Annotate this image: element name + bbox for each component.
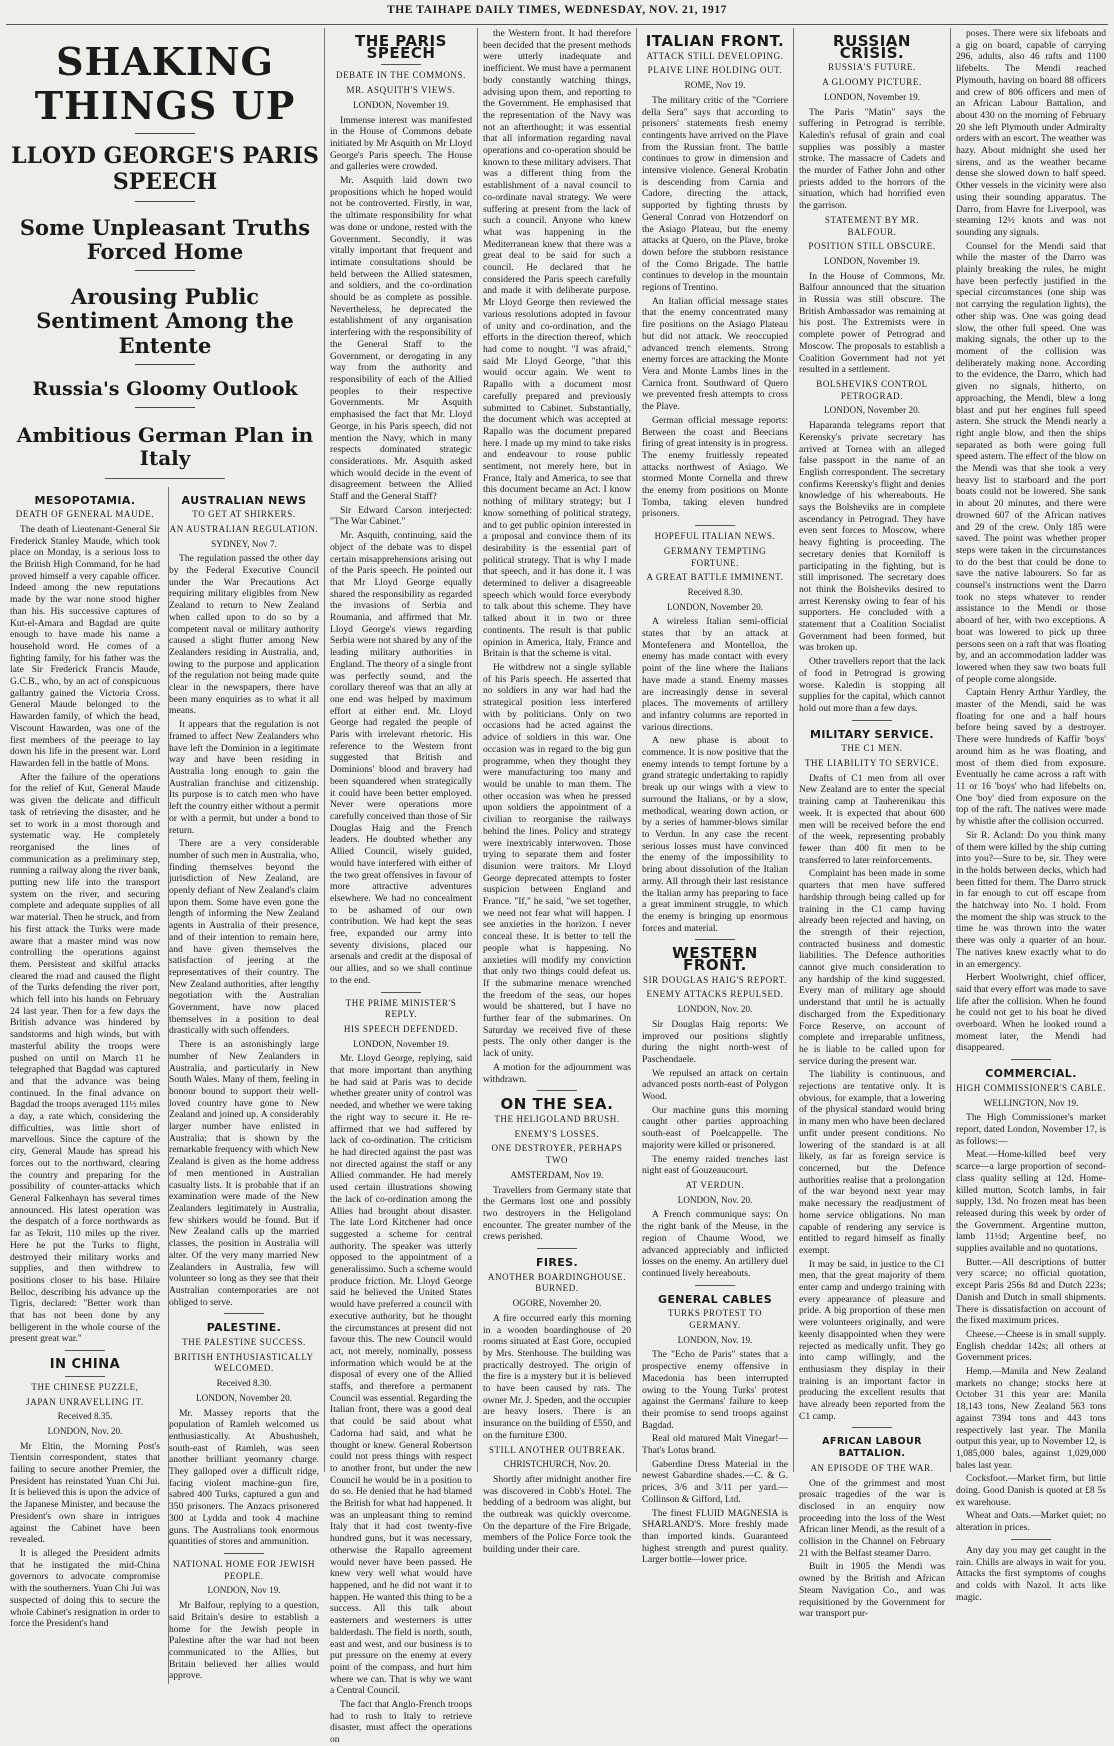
dateline: LONDON, November 20. — [196, 1392, 292, 1403]
subhead: AT VERDUN. — [685, 1179, 745, 1190]
subhead: THE HELIGOLAND BRUSH. — [494, 1113, 620, 1124]
headline: RUSSIAN CRISIS. — [833, 32, 911, 62]
paragraph: Immense interest was manifested in the House of Commons debate initiated by Mr Asquith on Mr Lloyd George's Paris speech. The House and galleries were crowded. — [330, 114, 472, 173]
paragraph: A fire occurred early this morning in a wooden boardinghouse of 20 rooms situated at East Gore, occupied by Mrs. Stenhouse. The building was practically destroyed. The origin of the fire is a mystery but it is believed to have been caused by rats. The owner Mr. J. Speden, and the occupier are heavy losers. There is an insurance on the building of £550, and on the furniture £300. — [483, 1312, 631, 1441]
subhead: HIS SPEECH DEFENDED. — [343, 1023, 459, 1034]
paragraph: Wheat and Oats.—Market quiet; no alteration in prices. — [956, 1510, 1106, 1534]
divider — [852, 1427, 892, 1428]
paragraph: poses. There were six lifeboats and a gig on board, capable of carrying 296, adults, also 46 rafts and 1100 lifebelts. The Mendi reached Plymouth, having on board 88 officers and crew of 806 officers and men of an African Labour Battalion, and about 430 on the morning of February 20 she left Plymouth under Admiralty orders with an escort. The weather was hazy. About midnight she used her sirens, and as the weather became dense she slowed down to half speed. Other vessels in the vicinity were also using their sounding apparatus. The Darro, from Havre for Liverpool, was steaming 12½ knots and was not sounding any signals. — [956, 28, 1106, 238]
headline-6: Ambitious German Plan in Italy — [16, 422, 314, 470]
subhead: HOPEFUL ITALIAN NEWS. — [654, 531, 776, 542]
column-rule — [636, 28, 637, 1472]
column-1 — [10, 28, 320, 1682]
subhead: A GREAT BATTLE IMMINENT. — [646, 572, 784, 583]
section-title: MESOPOTAMIA. — [34, 493, 136, 507]
column-rule — [950, 28, 951, 1472]
subhead: TURKS PROTEST TO GERMANY. — [667, 1308, 763, 1331]
subhead: THE PRIME MINISTER'S REPLY. — [345, 997, 457, 1020]
subhead: MR. ASQUITH'S VIEWS. — [346, 85, 456, 96]
paragraph: Complaint has been made in some quarters that men have suffered hardship through being called up for training in the C1 camp having already been rejected and having, on the strength of their rejection, contracted business and domestic liabilities. The Defence authorities cannot give much consideration to any hardship of the kind suggested. Every man of military age should understand that until he is actually discharged from the Expeditionary Force Reserve, on account of complete and irreparable unfitness, he is liable to be called upon for service during the present war. — [799, 868, 945, 1067]
subhead: ENEMY'S LOSSES. — [514, 1128, 600, 1139]
section-title: AFRICAN LABOUR BATTALION. — [822, 1436, 922, 1460]
subhead: THE LIABILITY TO SERVICE. — [804, 758, 940, 769]
column-rule — [793, 28, 794, 1472]
paragraph: Sir Douglas Haig reports: We improved our positions slightly during the night north-west of Paschendaele. — [642, 1018, 788, 1065]
received-line: Received 8.35. — [57, 1411, 113, 1422]
paragraph: Other travellers report that the lack of food in Petrograd is growing worse. Kaledin is stopping all supplies for the capital, which cannot hold out more than a few days. — [799, 656, 945, 714]
paragraph: Drafts of C1 men from all over New Zealand are to enter the special training camp at Tauherenikau this week. It is expected that about 600 men will be received before the end of the week, representing probably fewer than 400 fit men to be transferred to later reinforcements. — [799, 772, 945, 866]
section-title: AUSTRALIAN NEWS — [181, 493, 307, 507]
dateline: ROME, Nov 19. — [684, 80, 746, 91]
subhead: SIR DOUGLAS HAIG'S REPORT. — [642, 974, 788, 985]
advertisement: Any day you may get caught in the rain. Chills are always in wait for you. Attacks the first symptoms of coughs and colds with Nazol. It acts like magic. — [956, 1544, 1106, 1603]
subhead: GERMANY TEMPTING FORTUNE. — [663, 545, 767, 568]
subhead: POSITION STILL OBSCURE. — [808, 241, 936, 252]
dateline: WELLINGTON, Nov 19. — [983, 1097, 1079, 1108]
section-title: GENERAL CABLES — [657, 1292, 773, 1306]
paragraph: The enemy raided trenches last night east of Gouzeaucourt. — [642, 1153, 788, 1177]
paragraph: Meat.—Home-killed beef very scarce—a large proportion of second-class quality selling at 12d. Home-killed mutton, Scotch lambs, in fair supply, 13d. No frozen meat has been released during this week by order of the Government. Argentine mutton, lamb 11½d; Argentine beef, no supplies available and no quotations. — [956, 1149, 1106, 1255]
paragraph: Herbert Woolwright, chief officer, said that every effort was made to save life after the collision. When he found he could not get to his boat he dived overboard. When he looked round a moment later, the Mendi had disappeared. — [956, 972, 1106, 1054]
paragraph: Mr. Massey reports that the population of Ramleh welcomed us enthusiastically. At Abushusheh, south-east of Ramleh, was seen another brilliant yeomanry charge. They galloped over a difficult ridge, facing violent machine-gun fire, sabred 400 Turks, captured a gun and 350 prisoners. The Anzacs prisonered 300 at Lydda and took 4 machine guns. The Australians took enormous quantities of stores and ammunition. — [169, 1407, 319, 1548]
advertisement: Gaberdine Dress Material in the newest Gabardine shades.—C. & G. prices, 3/6 and 3/11 per yard.—Collinson & Gifford, Ltd. — [642, 1458, 788, 1505]
dateline: LONDON, November 19. — [353, 1038, 449, 1049]
paragraph: After the failure of the operations for the relief of Kut, General Maude was given the delicate and difficult task of retrieving the disaster, and he set to work in a most thorough and systematic way. He completely reorganised the lines of communication as a preliminary step, running a railway along the river bank, putting new life into the transport system on the river, and securing complete and adequate supplies of all war material. Then he struck, and from his first attack the Turks were made aware that a master mind was now controlling the operations against them. Persistent and skilful attacks cleared the road and caused the flight of the Turks defending the river port, which fell into his hands on February 24 last year. Then for a few days the British advance was hindered by sandstorms and high winds, but with masterful ability the troops were pushed on until on March 11 he telegraphed that Bagdad was captured and that the advance was being continued. In the final advance on Bagdad the troops averaged 11½ miles a day, a rate which, considering the difficulties, was little short of marvellous. Since the capture of the city, General Maude has spread his forces out to the northward, clearing the country and preparing for the possibility of counter-attacks which General Falkenhayn has several times announced. His latest operation was the despatch of a force northwards as far as Tekrit, 110 miles up the river. Here he put the Turks to flight, destroyed their military works and supplies, and then withdrew to positions closer to his base. Hilaire Belloc, describing his advance up the Tigris, declared: "Better work than that has not been done by any belligerent in the whole course of the present great war." — [10, 771, 160, 1345]
subhead: DEBATE IN THE COMMONS. — [335, 70, 467, 81]
paragraph: Hemp.—Manila and New Zealand markets no change; stocks here at October 31 this year are: Manila 18,143 tons, New Zealand 563 tons against 7394 tons and 443 tons respectively last year. The Manila output this year, up to November 12, is 1,085,000 bales, against 1,029,000 bales last year. — [956, 1366, 1106, 1471]
section-title: PALESTINE. — [206, 1321, 282, 1335]
paragraph: A new phase is about to commence. It is now positive that the enemy intends to tempt fortune by a grand strategic undertaking to rapidly break up our wings with a view to surround the Italians, or by a slow, methodical, wearing down action, or by a series of hammer-blows similar to Verdun. In any case the recent serious losses must have convinced the enemy of the impossibility to bring about dissolution of the Italian army. All through their last resistance the Italian army has preparing to face a great imminent struggle, to which the enemy is bringing up enormous forces and material. — [642, 735, 788, 934]
dateline: CHRISTCHURCH, Nov. 20. — [503, 1459, 611, 1470]
paragraph: An Italian official message states that the enemy concentrated many fire positions on the Asiago Plateau but did not attack. We reoccupied advanced trench elements. Strong enemy forces are attacking the Monte Vera and Monte Lambs lines in the Carnica front. Southward of Quero we prevented fresh attempts to cross the Plave. — [642, 295, 788, 413]
divider — [695, 1285, 735, 1286]
dateline: LONDON, November 19. — [353, 99, 449, 110]
advertisement: Real old matured Malt Vinegar!—That's Lotus brand. — [642, 1433, 788, 1457]
paragraph: The death of Lieutenant-General Sir Frederick Stanley Maude, which took place on Monday, is a serious loss to the British High Command, for he had proved himself a very capable officer. Indeed among the new reputations made by the war none stood higher than his. His successive captures of Kut-el-Amara and Bagdad are quite enough to have made his name a household word. He comes of a fighting family, for his father was the late Sir Frederick Francis Maude, G.C.B., who, by an act of conspicuous gallantry gained the Victoria Cross. General Maude belonged to the Hawarden family, of which the head, Viscount Hawarden, was one of the first members of the peerage to lay down his life in the present war. Lord Hawarden fell in the battle of Mons. — [10, 523, 160, 769]
subhead: JAPAN UNRAVELLING IT. — [26, 1396, 144, 1407]
divider — [695, 939, 735, 940]
divider — [65, 1350, 105, 1351]
paragraph: The regulation passed the other day by the Federal Executive Council under the War Precautions Act requiring military eligibles from New Zealand to return to New Zealand when called upon to do so by a competent naval or military authority caused a slight flutter among New Zealanders residing in Australia, and, owing to the purpose and application of the regulation not being made quite clear in the newspapers, there have been many enquiries as to what it all means. — [169, 553, 319, 717]
headline: WESTERN FRONT. — [672, 944, 758, 975]
subhead: THE CHINESE PUZZLE, — [31, 1381, 139, 1392]
subhead: BRITISH ENTHUSIASTICALLY WELCOMED. — [174, 1351, 314, 1374]
divider — [537, 1248, 577, 1249]
paragraph: Our machine guns this morning caught other parties approaching south-east of Poelcappelle. The majority were killed or prisonered. — [642, 1104, 788, 1151]
dateline: LONDON, November 19. — [824, 255, 920, 266]
column-3 — [483, 28, 631, 1556]
dateline: AMSTERDAM, Nov 19. — [510, 1169, 604, 1180]
paragraph: He withdrew not a single syllable of his Paris speech. He asserted that no soldiers in any war had had the strategical position less interfered with by politicians. Only on two occasions had he acted against the advice of soldiers in this war. One occasion was in regard to the big gun programme, when they thought they were manufacturing too many and would be unable to man them. The other occasion was when he pressed upon soldiers the appointment of a civilian to reorganise the railways behind the lines. Policy and strategy were inextricably interwoven. Those trying to separate them and foster disunion were traitors. Mr Lloyd George deprecated attempts to foster suspicion between England and France. "If," he said, "we set together, we need not fear what will happen. I see anxieties in the horizon. I never conceal these. It is better to tell the people what is happening. No anxieties will modify my conviction that only two things could defeat us. If the submarine menace wrenched the freedom of the seas, our hopes would be shattered, but I have no further fear of the submarines. On Saturday we received five of these pests. The only other danger is the lack of unity. — [483, 661, 631, 1060]
column-2 — [330, 28, 473, 1746]
paragraph: Sir Edward Carson interjected: "The War Cabinet." — [330, 504, 472, 528]
dateline: LONDON, November 20. — [667, 601, 763, 612]
paragraph: Mr. Asquith, continuing, said the object of the debate was to dispel certain misapprehensions arising out of the Paris speech. He pointed out that Mr Lloyd George equally shared the responsibility as regarded the invasions of Serbia and Roumania, and affirmed that Mr. Lloyd George's views regarding Serbia were not shared by any of the leading military authorities in England. The theory of a single front was perfectly sound, and the corollary thereof was that an ally at one end was helped by maximum effort at either end. Mr. Lloyd George had regaled the people of Paris with irrelevant rhetoric. His reference to the Western front suggested that British and Dominions' blood and bravery had been squandered when strategically it could have been better employed. Never were operations more carefully conceived than those of Sir Douglas Haig and the French leaders. He doubted whether any Allied Council, wisely guided, would have interfered with either of the two great offensives in favour of more attractive adventures elsewhere. We had no concealment to be ashamed of our own contribution. We had kept the seas free, expanded our army into seventy divisions, placed our arsenals and credit at the disposal of our allies, and so we shall continue to the end. — [330, 530, 472, 986]
section-title: FIRES. — [535, 1256, 579, 1270]
divider — [135, 201, 195, 202]
paragraph: Mr. Lloyd George, replying, said that more important than anything he had said at Paris was to decide whether greater unity of control was needed, and whether we were taking the right way to secure it. He re-affirmed that we had suffered by lack of co-ordination. The criticism he had directed against the past was not directed against the staff or any Allied commander. He had merely used certain illustrations showing the lack of co-ordination among the Allies had brought about disaster. The late Lord Kitchener had once suggested a scheme for central authority. The speaker was utterly opposed to the appointment of a generalissimo. Such a scheme would produce friction. Mr. Lloyd George said he believed the United States would have preferred a council with executive authority, but he thought the circumstances at present did not favour this. The new Council would act, not merely, nominally, possess information which would be at the disposal of every one of the Allied staffs, and therefore a permanent Council was essential. Regarding the Italian front, there was a good deal that could be said about what Cadorna had said, and what he thought or knew. General Robertson could not press things with respect to another front, but under the new Council he would be in a position to do so. He denied that he had blamed the British for what had happened. It was an unpleasant thing to remind Italy that it had cost twenty-five hundred guns, but it was necessary, otherwise the Rapallo agreement would never have been passed. He knew very well what would have happened, and he did not want it to happen. He wanted this thing to be a success. All this talk about easterners and westerners is utter balderdash. The field is north, south, east and west, and our business is to put pressure on the enemy at every point of the compass, and hurt him where we can. That is why we want a Central Council. — [330, 1053, 473, 1697]
subhead: TO GET AT SHIRKERS. — [192, 509, 296, 520]
headline: ITALIAN FRONT. — [645, 32, 785, 50]
paragraph: Shortly after midnight another fire was discovered in Cobb's Hotel. The bedding of a bedroom was alight, but the outbreak was quickly overcome. On the departure of the Fire Brigade, members of the Police Force took the building under their care. — [483, 1473, 631, 1556]
paragraph: the Western front. It had therefore been decided that the present methods were utterly inadequate and inefficient. We must have a permanent body constantly watching things, advising upon them, and reporting to the Government. He emphasised that the representation of the Navy was not an afterthought; it was essential that all information regarding naval operations and co-operation should be known to these military advisers. That was a different thing from the establishment of a naval council to co-ordinate naval strategy. We were suffering at present from the lack of such a council. Anyone who knew what was happening in the Mediterranean knew that there was a great deal to be said for such a council. He declared that he considered the Paris speech carefully and made it with deliberate purpose. Mr Lloyd George then reviewed the various resolutions adopted in favour of unity and co-ordination, and the efforts in the direction thereof, which had come to nought. "I was afraid," said Mr Lloyd George, "that this would occur again. We went to Rapallo with a document most carefully prepared and previously submitted to Cabinet. Substantially, the document which was accepted at Rapallo was the document prepared here. I made up my mind to take risks and endeavour to rouse public sentiment, not merely here, but in France, Italy and America, to see that this document became an Act. I know nothing of military strategy; but I know something of political strategy, and to get public opinion interested in a proposal and convince them of its desirability is the essential part of political strategy. That is why I made that speech, and it has done it. I was determined to deliver a disagreeable speech which would force everybody to talk about this scheme. They have talked about it in two or three continents. The result is that public opinion in America, Italy, France and Britain is that the scheme is vital. — [483, 28, 631, 660]
australian-article — [168, 487, 319, 1685]
subhead: NATIONAL HOME FOR JEWISH PEOPLE. — [172, 1558, 316, 1581]
column-6 — [956, 28, 1106, 1603]
subhead: ANOTHER BOARDINGHOUSE. BURNED. — [487, 1271, 627, 1294]
dateline: LONDON, November 19. — [824, 91, 920, 102]
divider — [65, 1376, 105, 1377]
divider — [537, 1090, 577, 1091]
divider — [135, 407, 195, 408]
divider — [381, 64, 421, 65]
column-rule — [477, 28, 478, 1472]
paragraph: In the House of Commons, Mr. Balfour announced that the situation in Russia was still obscure. The British Ambassador was remaining at his post. The Extremists were in complete power of Petrograd and Moscow. The proposals to establish a Coalition Government had not yet resulted in a settlement. — [799, 270, 945, 376]
advertisement: The finest FLUID MAGNESIA is SHARLAND'S. More freshly made than imported kinds. Guaranteed highest strength and purest quality. Larger bottle—lower price. — [642, 1507, 788, 1566]
divider — [135, 364, 195, 365]
divider — [224, 1313, 264, 1314]
paragraph: Haparanda telegrams report that Kerensky's private secretary has arrived at Tornea with an alleged false passport in the name of an English correspondent. The secretary confirms Kerensky's flight and denies knowledge of his whereabouts. He says the Bolsheviks are in complete ascendancy in Petrograd. They have even sent forces to Moscow, where heavy fighting is proceeding. The secretary denies that Korniloff is participating in the fighting, but is still imprisoned. The secretary does not think the Bolsheviks desired to arrest Kerensky owing to fear of his supporters. He concluded with a statement that a Coalition Socialist Government had been formed, but was broken up. — [799, 420, 945, 654]
received-line: Received 8.30. — [687, 586, 743, 597]
paragraph: The "Echo de Paris" states that a prospective enemy offensive in Macedonia has been interrupted owing to the Young Turks' protest against the Germans' failure to keep their promise to send troops against Bagdad. — [642, 1349, 788, 1431]
paragraph: It may be said, in justice to the C1 men, that the great majority of them enter camp and undergo training with every appearance of pleasure and pride. A big proportion of these men were volunteers originally, and were keenly disappointed when they were rejected as medically unfit. They go into camp willingly, and the enthusiasm they display in their training is an important factor in producing the excellent results that have already been reported from the C1 camp. — [799, 1258, 945, 1422]
paragraph: German official message reports: Between the coast and Beecians firing of great intensity is in progress. The enemy fruitlessly repeated attacks northwest of Asiago. We stormed Monte Cornella and threw the enemy from positions on Monte Tomba, taking eleven hundred prisoners. — [642, 414, 788, 520]
paragraph: Butter.—All descriptions of butter very scarce; no official quotation, except Paris 256s 8d and Dutch 223s; Danish and Dutch in small shipments. There is dissatisfaction on account of the fixed maximum prices. — [956, 1256, 1106, 1327]
headline: THE PARIS SPEECH — [355, 32, 447, 62]
divider — [135, 270, 195, 271]
paragraph: The liability is continuous, and rejections are tentative only. It is obvious, for example, that a lowering of the physical standard would bring in many men who have been declared unfit under present conditions. No lowering of the standard is at all likely, as far as foreign service is concerned, but the Defence authorities realise that a prolongation of the war beyond next year may make necessary the readjustment of home service obligations. No man capable of rendering any service is entitled to regard himself as finally exempt. — [799, 1069, 945, 1256]
paragraph: Cocksfoot.—Market firm, but little doing. Good Danish is quoted at £8 5s ex warehouse. — [956, 1473, 1106, 1508]
column-5 — [799, 28, 945, 1620]
subhead: THE PALESTINE SUCCESS. — [182, 1337, 306, 1348]
dateline: LONDON, Nov. 20. — [677, 1004, 753, 1015]
headline-3: Some Unpleasant Truths Forced Home — [19, 214, 311, 265]
headline-5: Russia's Gloomy Outlook — [32, 377, 298, 400]
paragraph: Mr Balfour, replying to a question, said Britain's desire to establish a home for the Jewish people in Palestine after the war had not been communicated to the Allies, but Britain believed her allies would approve. — [169, 1600, 319, 1682]
divider — [224, 1553, 264, 1554]
subhead: AN EPISODE OF THE WAR. — [810, 1462, 934, 1473]
paragraph: The fact that Anglo-French troops had to rush to Italy to retrieve disaster, must affect the operations on — [330, 1699, 472, 1746]
subhead: DEATH OF GENERAL MAUDE. — [15, 509, 155, 520]
paragraph: The Paris "Matin" says the suffering in Petrograd is terrible. Kaledin's refusal of grain and coal supplies was possibly a master stroke. The massacre of Cadets and the murder of Father John and other priests added to the horrors of the situation, which had horrified even the garrison. — [799, 106, 945, 212]
received-line: Received 8.30. — [216, 1378, 272, 1389]
divider — [135, 133, 195, 134]
subhead: ATTACK STILL DEVELOPING. — [646, 50, 784, 61]
subhead: AN AUSTRALIAN REGULATION. — [169, 523, 319, 534]
divider — [695, 525, 735, 526]
subhead: A GLOOMY PICTURE. — [822, 77, 922, 88]
paragraph: Mr. Asquith laid down two propositions which he hoped would not be controverted. Firstly, in war, the ultimate responsibility for what was done or undone, rested with the Government. Secondly, it was vitally important that frequent and intimate consultations should be held between the Allied statesmen, and soldiers, and the co-ordination should be as complete as possible. Nevertheless, he deprecated the establishment of any organisation interfering with the responsibility of the General Staff to the Government, or derogating in any way from the authority and responsibility of each of the Allied peoples to their respective Governments. Mr Asquith emphasised the fact that Mr. Lloyd George, in his Paris speech, did not mention the Navy, which in many respects dominated strategic considerations. Mr. Asquith asked which would decide in the event of disagreement between the Allied Staff and the General Staff? — [330, 175, 472, 503]
section-title: COMMERCIAL. — [985, 1067, 1077, 1081]
section-title: IN CHINA — [49, 1357, 121, 1373]
paragraph: A motion for the adjournment was withdrawn. — [483, 1061, 631, 1085]
headline-2: LLOYD GEORGE'S PARIS SPEECH — [11, 143, 319, 195]
divider — [1011, 1539, 1051, 1540]
paragraph: The military critic of the "Corriere della Sera" says that according to prisoners' statements fresh enemy contingents have arrived on the Plave from the Russian front. The battle continues to grow in dimension and intensive violence. General Krobatin is descending from Carnia and Cadore, directing the attack, supported by fighting thrusts by General Conrad von Hotzendorf on the Asiago Plateau, but the enemy attacks at Quero, on the Plave, broke down before the stubborn resistance of the Como Brigade. The battle continues to develop in the mountain regions of Trentino. — [642, 94, 788, 294]
column-rule — [324, 28, 325, 1472]
dateline: LONDON, Nov. 20. — [677, 1194, 753, 1205]
dateline: OGORE, November 20. — [512, 1298, 602, 1309]
column-4 — [642, 28, 788, 1566]
paragraph: Mr Eltin, the Morning Post's Tientsin correspondent, states that failing to secure another Premier, the President has reinstated Yuan Chi Jui. It is believed this is upon the advice of the Japanese Minister, and because the President's own share in intrigues against the Cabinet have been revealed. — [10, 1440, 160, 1546]
subhead: PLAIVE LINE HOLDING OUT. — [647, 65, 783, 76]
paragraph: The High Commissioner's market report, dated London, November 17, is as follows:— — [956, 1112, 1106, 1147]
subhead: STATEMENT BY MR. BALFOUR. — [824, 214, 920, 237]
subhead: BOLSHEVIKS CONTROL PETROGRAD. — [816, 378, 928, 401]
subhead: ENEMY ATTACKS REPULSED. — [646, 989, 784, 1000]
paragraph: There are a very considerable number of such men in Australia, who, finding themselves beyond the jurisdiction of New Zealand, are openly defiant of New Zealand's claim upon them. Some have even gone the length of informing the New Zealand agents in Australia of their presence, and of their intention to remain here, and have given themselves the satisfaction of jeering at the representatives of their country. The New Zealand authorities, after lengthy negotiation with the Australian Government, have now placed themselves in a position to deal drastically with such offenders. — [169, 838, 319, 1037]
divider — [1011, 1059, 1051, 1060]
paragraph: A wireless Italian semi-official states that by an attack at Montefenera and Montelloa, the enemy has made contact with every point of the line where the Italians have made a stand. Enemy masses are increasingly dense in several places. The movements of artillery and infantry columns are reported in various directions. — [642, 616, 788, 733]
dateline: LONDON, Nov. 20. — [47, 1425, 123, 1436]
subhead: STILL ANOTHER OUTBREAK. — [488, 1444, 626, 1455]
subhead: ONE DESTROYER, PERHAPS TWO — [491, 1143, 623, 1166]
paragraph: Counsel for the Mendi said that while the master of the Darro was plainly breaking the rules, he might have been perfectly justified in the special circumstances (one ship was not carrying the regulation lights), the other ship was. One was going dead slow, the other full speed. One was making signals, the other up to the moment of the collision was deliberately making none. According to the evidence, the Darro, which had given no signals, hitherto, on approaching, the Mendi, blew a long blast and put her engines full speed astern. She struck the Mendi nearly a right angle blow, and then the ships separated as both were going full speed astern. The effect of the blow on the Mendi was that she took a very heavy list to starboard and the port boats could not be lowered. She sank in about 20 minutes, and there were drowned 607 of the African natives and 29 of the crew. Only 185 were saved. The point was whether proper steps were taken in the circumstances to do the best that could be done to save the native labourers. So far as counsel's instructions went the Darro took no steps whatever to render assistance to the Mendi or those aboard of her, with two exceptions. A boat was lowered to pick up three persons seen on a raft that was floating by, and an accommodation ladder was lowered when they saw two boats full of people come alongside. — [956, 240, 1106, 685]
divider — [852, 720, 892, 721]
dateline: SYDNEY, Nov 7. — [211, 538, 277, 549]
paragraph: Captain Henry Arthur Yardley, the master of the Mendi, said he was floating for one and a half hours before being saved by a destroyer. There were hundreds of Kaffir 'boys' around him as he was floating, and most of them died from exposure. Eventually he came across a raft with 11 or 16 'boys' who had lifebelts on. One 'boy' died from exposure on the top of the raft. The natives were made by whistle after the collision occurred. — [956, 687, 1106, 828]
dateline: LONDON, Nov 19. — [207, 1585, 281, 1596]
paragraph: Cheese.—Cheese is in small supply. English cheddar 142s; all others at Government prices. — [956, 1328, 1106, 1364]
headline-4: Arousing Public Sentiment Among the Entente — [36, 284, 294, 358]
headline-main: SHAKING THINGS UP — [34, 39, 296, 128]
subhead: RUSSIA'S FUTURE. — [828, 62, 916, 73]
paragraph: It is alleged the President admits that he instigated the mid-China governors to advocate compromise with the southerners. Yuan Chi Jui was suspected of doing this to secure the whole Cabinet's resignation in order to force the President's hand — [10, 1547, 160, 1630]
subhead: HIGH COMMISSIONER'S CABLE. — [956, 1082, 1106, 1093]
dateline: LONDON, Nov. 19. — [677, 1334, 753, 1345]
mesopotamia-article — [10, 487, 160, 1632]
paragraph: It appears that the regulation is not framed to affect New Zealanders who have left the Dominion in a legitimate way and have been residing in Australia long enough to gain the Australian franchise and citizenship. Its purpose is to catch men who have left the country either without a permit or with a permit, but under a bond to return. — [169, 719, 319, 836]
masthead: THE TAIHAPE DAILY TIMES, WEDNESDAY, NOV. 21, 1917 — [386, 4, 728, 16]
dateline: LONDON, November 20. — [824, 405, 920, 416]
paragraph: Travellers from Germany state that the Germans lost one and possibly two destroyers in the Heligoland encounter. The greater number of the crews perished. — [483, 1184, 631, 1243]
divider — [105, 478, 225, 479]
paragraph: Sir R. Acland: Do you think many of them were killed by the ship cutting into you?—Sure to be, sir. They were in the holds between decks, which had been fitted for them. The Darro struck in far enough to cut off escape from the hatchway into No. 1 hold. From the moment the ship was struck to the time he was thrown into the water there was only a quarter of an hour. The natives knew exactly what to do in an emergency. — [956, 829, 1106, 970]
headline: ON THE SEA. — [500, 1095, 614, 1114]
paragraph: Built in 1905 the Mendi was owned by the British and African Steam Navigation Co., and was requisitioned by the Government for war transport pur- — [799, 1561, 945, 1620]
paragraph: There is an astonishingly large number of New Zealanders in Australia, and particularly in New South Wales. Many of them, feeling in honour bound to support their well-loved country have gone to New Zealand and joined up. A considerably larger number have enlisted in Australia; that is shown by the remarkable frequency with which New Zealand is given as the home address of men mentioned in Australian casualty lists. It is probable that if an examination were made of the New Zealanders legitimately in Australia, few shirkers would be found. But if New Zealand calls up the married classes, the position in Australia will alter. Of the very many married New Zealanders in Australia, few will volunteer so long as they see that their Australian contemporaries are not obliged to serve. — [169, 1039, 319, 1308]
paragraph: A French communique says: On the right bank of the Meuse, in the region of Chaume Wood, we advanced appreciably and inflicted losses on the enemy. An artillery duel continued lively hereabouts. — [642, 1209, 788, 1279]
subhead: THE C1 MEN. — [841, 743, 903, 754]
divider — [381, 992, 421, 993]
masthead-rule — [6, 24, 1108, 25]
paragraph: We repulsed an attack on certain advanced posts north-east of Polygon Wood. — [642, 1067, 788, 1103]
section-title: MILITARY SERVICE. — [809, 727, 935, 741]
paragraph: One of the grimmest and most prosaic tragedies of the war is disclosed in an enquiry now proceeding into the loss of the West African liner Mendi, as the result of a collision in the Channel on February 21 with the Belfast steamer Darro. — [799, 1477, 945, 1559]
